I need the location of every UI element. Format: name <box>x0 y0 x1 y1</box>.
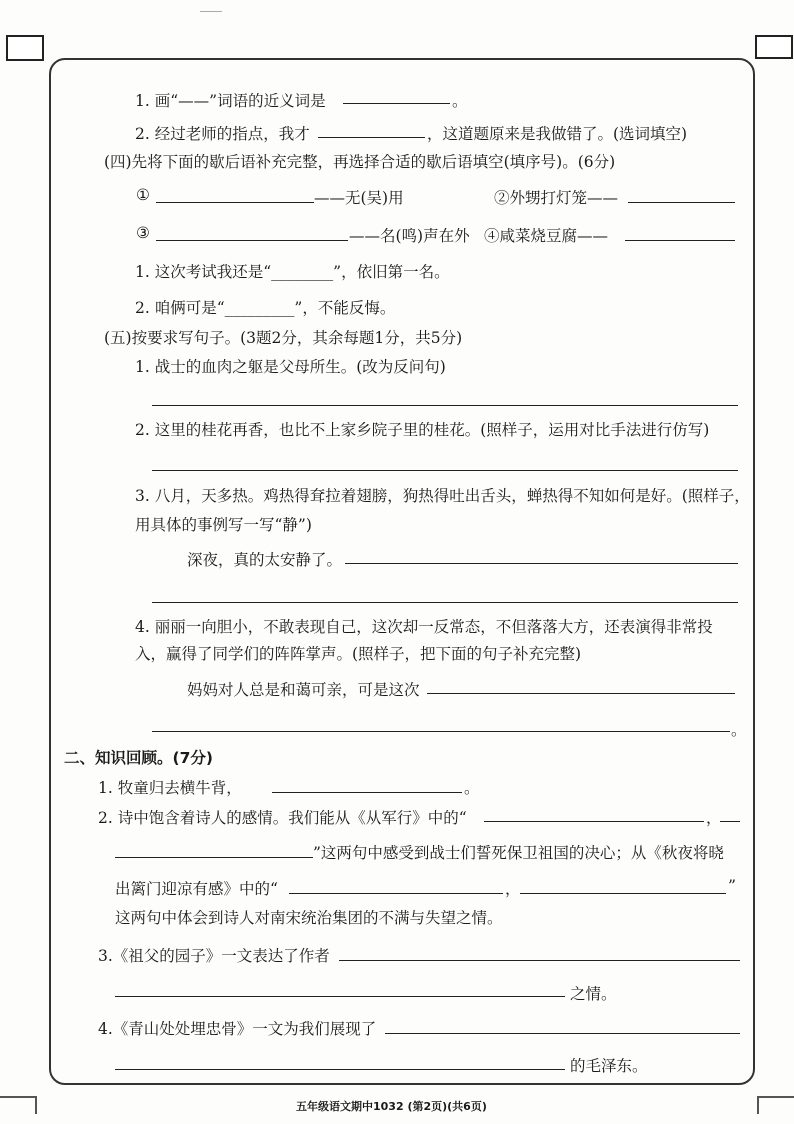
answer-line[interactable] <box>156 240 348 241</box>
page-footer: 五年级语文期中1032 (第2页)(共6页) <box>296 1100 487 1113</box>
q4-item-1: 1. 这次考试我还是“________”，依旧第一名。 <box>135 263 450 281</box>
corner-mark-bottom-right <box>757 1096 759 1114</box>
part2-item-3-end: 之情。 <box>570 985 617 1003</box>
q5-item-4-line-2: 入，赢得了同学们的阵阵掌声。(照样子，把下面的句子补充完整) <box>135 645 582 663</box>
q5-item-4-line-1: 4. 丽丽一向胆小，不敢表现自己，这次却一反常态，不但落落大方，还表演得非常投 <box>135 618 713 636</box>
answer-line[interactable] <box>152 470 738 471</box>
part2-item-4: 4.《青山处处埋忠骨》一文为我们展现了 <box>98 1020 377 1038</box>
answer-line[interactable] <box>289 893 503 894</box>
answer-line[interactable] <box>318 137 425 138</box>
answer-line[interactable] <box>272 792 462 793</box>
part2-item-3: 3.《祖父的园子》一文表达了作者 <box>98 947 330 965</box>
corner-mark-bottom-right-h <box>757 1096 794 1098</box>
part2-item-2-line-3-end: ” <box>728 877 736 895</box>
q5-item-3-prompt: 深夜，真的太安静了。 <box>187 551 343 569</box>
q3-item-1: 1. 画“——”词语的近义词是 <box>135 92 326 110</box>
q4-item-2: 2. 咱俩可是“_________”，不能反悔。 <box>135 299 396 317</box>
q4-d-text: ④咸菜烧豆腐—— <box>484 227 609 245</box>
answer-line[interactable] <box>484 821 704 822</box>
answer-line[interactable] <box>345 563 738 564</box>
part2-item-4-end: 的毛泽东。 <box>570 1057 648 1075</box>
answer-line[interactable] <box>115 1069 565 1070</box>
answer-line[interactable] <box>152 405 738 406</box>
part2-item-2-line-2: ”这两句中感受到战士们誓死保卫祖国的决心；从《秋夜将晓 <box>313 844 724 862</box>
q5-item-3-line-1: 3. 八月，天多热。鸡热得耷拉着翅膀，狗热得吐出舌头，蝉热得不知如何是好。(照样子， <box>135 487 750 505</box>
answer-line[interactable] <box>385 1033 740 1034</box>
answer-line[interactable] <box>628 202 735 203</box>
part2-item-2-line-4: 这两句中体会到诗人对南宋统治集团的不满与失望之情。 <box>115 909 503 927</box>
answer-line[interactable] <box>720 821 740 822</box>
q3-item-2-end: ，这道题原来是我做错了。(选词填空) <box>427 125 688 143</box>
answer-line[interactable] <box>520 893 726 894</box>
q3-item-1-end: 。 <box>452 92 468 110</box>
part2-item-2-line-1: 2. 诗中饱含着诗人的感情。我们能从《从军行》中的“ <box>98 809 467 827</box>
q5-item-1: 1. 战士的血肉之躯是父母所生。(改为反问句) <box>135 358 446 376</box>
q4-title: (四)先将下面的歇后语补充完整，再选择合适的歇后语填空(填序号)。(6分) <box>104 153 616 171</box>
part2-item-1: 1. 牧童归去横牛背， <box>98 779 242 797</box>
q5-item-3-line-2: 用具体的事例写一写“静”) <box>135 516 312 534</box>
q3-item-2: 2. 经过老师的指点，我才 <box>135 125 310 143</box>
q4-a-text: ——无(吴)用 <box>314 189 404 207</box>
answer-line[interactable] <box>156 202 314 203</box>
part2-title: 二、知识回顾。(7分) <box>64 749 213 767</box>
answer-line[interactable] <box>152 602 738 603</box>
part2-item-2-comma: ， <box>706 809 722 827</box>
q4-b-text: ②外甥打灯笼—— <box>494 189 619 207</box>
answer-line[interactable] <box>339 960 740 961</box>
answer-line[interactable] <box>152 731 730 732</box>
answer-line[interactable] <box>115 857 313 858</box>
section-frame <box>49 58 755 1085</box>
corner-mark-bottom-left-h <box>0 1096 36 1098</box>
part2-item-2-line-3: 出篱门迎凉有感》中的“ <box>115 880 278 898</box>
q4-c-num: ③ <box>136 224 150 242</box>
q5-item-4-prompt: 妈妈对人总是和蔼可亲，可是这次 <box>187 681 420 699</box>
q4-a-num: ① <box>136 186 150 204</box>
top-scan-mark <box>200 11 222 12</box>
q4-c-text: ——名(鸣)声在外 <box>349 227 470 245</box>
part2-item-2-line-3-comma: ， <box>505 880 521 898</box>
q5-item-2: 2. 这里的桂花再香，也比不上家乡院子里的桂花。(照样子，运用对比手法进行仿写) <box>135 421 710 439</box>
q5-item-4-end: 。 <box>731 721 747 739</box>
corner-mark-top-left <box>6 35 44 61</box>
q5-title: (五)按要求写句子。(3题2分，其余每题1分，共5分) <box>104 329 463 347</box>
part2-item-1-end: 。 <box>464 779 480 797</box>
answer-line[interactable] <box>343 103 450 104</box>
answer-line[interactable] <box>427 693 735 694</box>
answer-line[interactable] <box>625 240 735 241</box>
answer-line[interactable] <box>115 996 565 997</box>
corner-mark-top-right <box>755 35 793 59</box>
corner-mark-bottom-left <box>35 1096 37 1114</box>
